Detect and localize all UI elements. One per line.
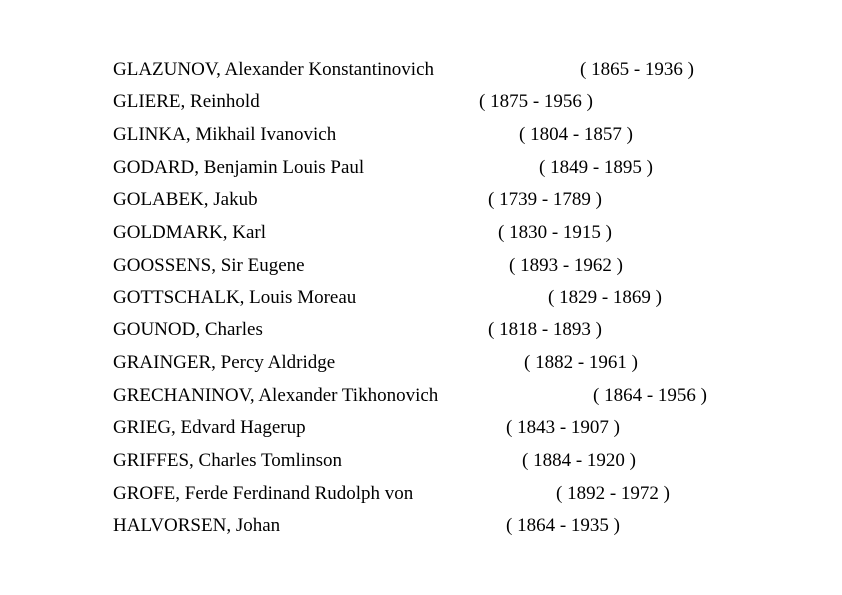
composer-dates: ( 1804 - 1857 ) bbox=[519, 124, 633, 145]
composer-name: GOUNOD, Charles bbox=[113, 319, 263, 340]
composer-dates: ( 1882 - 1961 ) bbox=[524, 352, 638, 373]
composer-dates: ( 1893 - 1962 ) bbox=[509, 255, 623, 276]
composer-dates: ( 1849 - 1895 ) bbox=[539, 157, 653, 178]
composer-dates: ( 1864 - 1956 ) bbox=[593, 385, 707, 406]
composer-name: GRIEG, Edvard Hagerup bbox=[113, 417, 306, 438]
composer-name: GODARD, Benjamin Louis Paul bbox=[113, 157, 365, 178]
composer-name: GLAZUNOV, Alexander Konstantinovich bbox=[113, 59, 435, 80]
composer-name: GOTTSCHALK, Louis Moreau bbox=[113, 287, 357, 308]
composer-name: GLIERE, Reinhold bbox=[113, 91, 260, 112]
composer-name: GOLDMARK, Karl bbox=[113, 222, 267, 243]
composer-dates: ( 1865 - 1936 ) bbox=[580, 59, 694, 80]
composer-name: GRECHANINOV, Alexander Tikhonovich bbox=[113, 385, 439, 406]
composer-dates: ( 1843 - 1907 ) bbox=[506, 417, 620, 438]
composer-dates: ( 1830 - 1915 ) bbox=[498, 222, 612, 243]
composer-dates: ( 1884 - 1920 ) bbox=[522, 450, 636, 471]
composer-dates: ( 1818 - 1893 ) bbox=[488, 319, 602, 340]
composer-name: GRAINGER, Percy Aldridge bbox=[113, 352, 336, 373]
composer-dates: ( 1739 - 1789 ) bbox=[488, 189, 602, 210]
composer-name: HALVORSEN, Johan bbox=[113, 515, 281, 536]
composer-dates: ( 1864 - 1935 ) bbox=[506, 515, 620, 536]
composer-name: GOLABEK, Jakub bbox=[113, 189, 258, 210]
composer-name: GRIFFES, Charles Tomlinson bbox=[113, 450, 342, 471]
composer-dates: ( 1875 - 1956 ) bbox=[479, 91, 593, 112]
composer-dates: ( 1892 - 1972 ) bbox=[556, 483, 670, 504]
composer-name: GROFE, Ferde Ferdinand Rudolph von bbox=[113, 483, 414, 504]
composer-name: GLINKA, Mikhail Ivanovich bbox=[113, 124, 337, 145]
composer-name: GOOSSENS, Sir Eugene bbox=[113, 255, 305, 276]
composer-dates: ( 1829 - 1869 ) bbox=[548, 287, 662, 308]
